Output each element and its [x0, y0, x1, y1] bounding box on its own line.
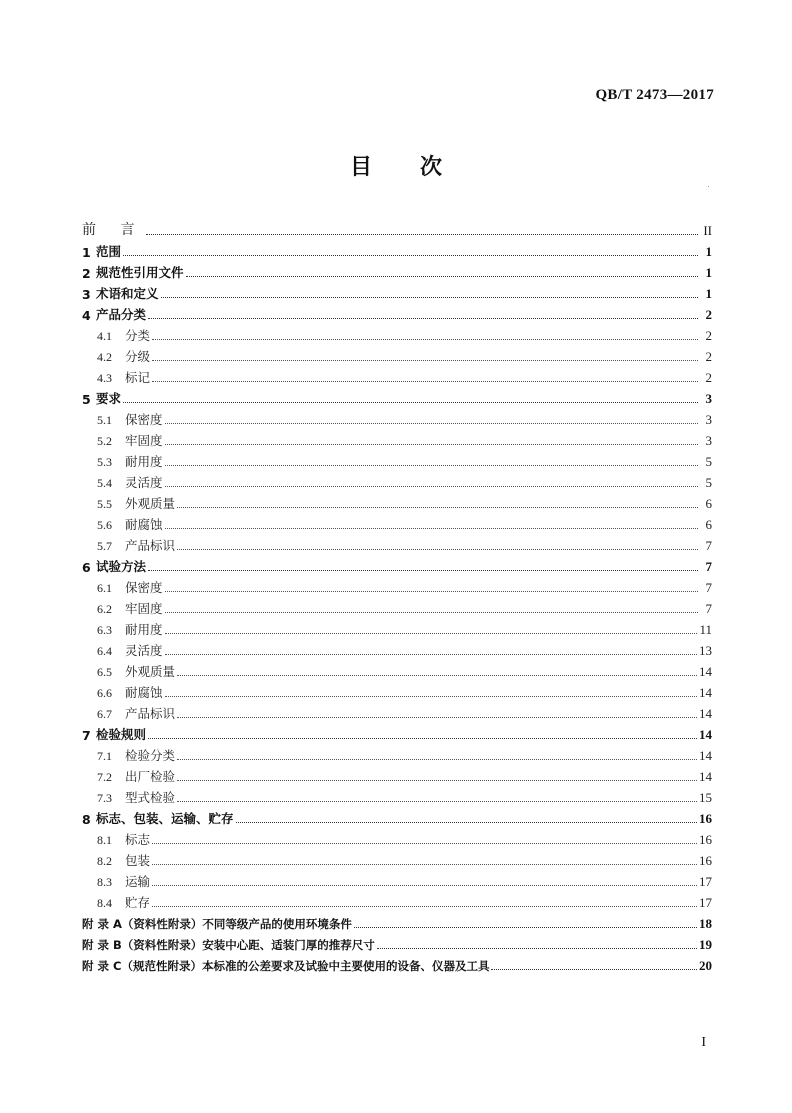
toc-entry-page: 14: [699, 769, 712, 784]
toc-entry[interactable]: [82, 932, 712, 953]
dot-leader: [123, 402, 698, 403]
toc-entry-number: 7: [82, 728, 91, 743]
toc-entry-number: 6.7: [97, 707, 112, 721]
toc-entry[interactable]: [82, 365, 712, 386]
toc-entry-number: 6.2: [97, 602, 112, 616]
toc-entry[interactable]: [82, 323, 712, 344]
toc-entry-label: 灵活度: [125, 643, 163, 658]
toc-entry-label: 标志、包装、运输、贮存: [96, 811, 234, 826]
toc-entry[interactable]: [82, 848, 712, 869]
toc-entry-page: 17: [699, 895, 712, 910]
toc-entry-label: 外观质量: [125, 496, 176, 511]
toc-entry-number: 6.1: [97, 581, 112, 595]
toc-entry-label: 型式检验: [125, 790, 176, 805]
dot-leader: [161, 297, 698, 298]
toc-entry-number: 5.2: [97, 434, 112, 448]
toc-entry[interactable]: [82, 806, 712, 827]
toc-entry-page: 16: [699, 853, 712, 868]
dot-leader: [152, 906, 697, 907]
dot-leader: [152, 360, 698, 361]
toc-entry-label: 产品分类: [96, 307, 147, 322]
toc-entry-label: 包装: [125, 853, 151, 868]
toc-entry-label: 牢固度: [125, 433, 163, 448]
toc-entry[interactable]: [82, 827, 712, 848]
toc-entry-page: 7: [705, 538, 712, 553]
toc-entry[interactable]: [82, 260, 712, 281]
toc-entry[interactable]: [82, 659, 712, 680]
dot-leader: [236, 822, 697, 823]
toc-entry-label: 保密度: [125, 412, 163, 427]
toc-entry-number: 8: [82, 812, 91, 827]
toc-entry[interactable]: [82, 701, 712, 722]
dot-leader: [177, 507, 698, 508]
title-char-1: 目: [349, 155, 372, 180]
toc-entry-label: 耐腐蚀: [125, 517, 163, 532]
page-title: [0, 150, 792, 181]
toc-entry-label: 术语和定义: [96, 286, 159, 301]
dot-leader: [491, 969, 697, 970]
toc-entry-number: 5.6: [97, 518, 112, 532]
toc-entry[interactable]: [82, 764, 712, 785]
dot-leader: [377, 948, 697, 949]
toc-entry[interactable]: [82, 239, 712, 260]
toc-entry-number: 6.3: [97, 623, 112, 637]
toc-entry-page: 14: [699, 664, 712, 679]
toc-entry-label: 分类: [125, 328, 151, 343]
toc-entry-page: 2: [705, 370, 712, 385]
toc-entry-label: 产品标识: [125, 706, 176, 721]
toc-entry-page: 14: [699, 706, 712, 721]
dot-leader: [165, 444, 698, 445]
toc-entry[interactable]: [82, 344, 712, 365]
toc-entry[interactable]: [82, 302, 712, 323]
toc-entry-number: 1: [82, 245, 91, 260]
toc-entry-label: 附 录 A（资料性附录）不同等级产品的使用环境条件: [82, 917, 352, 931]
toc-entry-page: 7: [705, 559, 712, 574]
toc-entry-number: 5.3: [97, 455, 112, 469]
toc-entry-page: 18: [699, 916, 712, 931]
toc-entry-label: 灵活度: [125, 475, 163, 490]
toc-entry-number: 4.3: [97, 371, 112, 385]
dot-leader: [148, 738, 697, 739]
toc-entry-label: 贮存: [125, 895, 151, 910]
toc-entry-label: 牢固度: [125, 601, 163, 616]
toc-entry[interactable]: [82, 449, 712, 470]
toc-entry[interactable]: [82, 428, 712, 449]
dot-leader: [165, 612, 698, 613]
dot-leader: [165, 591, 698, 592]
toc-entry[interactable]: [82, 386, 712, 407]
toc-entry-label: 要求: [96, 391, 122, 406]
dot-leader: [152, 885, 697, 886]
toc-entry-page: 3: [705, 412, 712, 427]
toc-entry-page: 14: [699, 748, 712, 763]
dot-leader: [152, 339, 698, 340]
toc-entry-number: 4: [82, 308, 91, 323]
toc-entry-page: 11: [699, 622, 712, 637]
toc-entry-page: 17: [699, 874, 712, 889]
toc-entry-label: 附 录 B（资料性附录）安装中心距、适装门厚的推荐尺寸: [82, 938, 375, 952]
toc-entry-number: 6.4: [97, 644, 112, 658]
toc-entry-number: 7.1: [97, 749, 112, 763]
dot-leader: [165, 465, 698, 466]
toc-entry[interactable]: [82, 575, 712, 596]
toc-entry-label: 规范性引用文件: [96, 265, 184, 280]
dot-leader: [165, 696, 697, 697]
dot-leader: [165, 633, 698, 634]
toc-entry-page: 20: [699, 958, 712, 973]
dot-leader: [177, 675, 697, 676]
title-char-2: 次: [420, 155, 443, 180]
toc-entry[interactable]: [82, 785, 712, 806]
toc-entry-label: 标志: [125, 832, 151, 847]
toc-entry-page: 15: [699, 790, 712, 805]
toc-entry-label: 附 录 C（规范性附录）本标准的公差要求及试验中主要使用的设备、仪器及工具: [82, 959, 490, 973]
dot-leader: [177, 549, 698, 550]
toc-entry-page: 16: [699, 832, 712, 847]
toc-entry-label: 出厂检验: [125, 769, 176, 784]
toc-entry-page: 1: [705, 244, 712, 259]
dot-leader: [165, 423, 698, 424]
toc-entry[interactable]: [82, 470, 712, 491]
toc-entry-number: 8.1: [97, 833, 112, 847]
toc-entry-page: 1: [705, 265, 712, 280]
toc-entry-label: 产品标识: [125, 538, 176, 553]
toc-entry-label: 耐用度: [125, 454, 163, 469]
toc-entry-number: 5.4: [97, 476, 112, 490]
dot-leader: [146, 234, 698, 235]
toc-entry-label: 检验规则: [96, 727, 147, 742]
toc-entry-label: 耐腐蚀: [125, 685, 163, 700]
toc-entry-page: 6: [705, 496, 712, 511]
toc-entry-page: 7: [705, 580, 712, 595]
toc-entry[interactable]: [82, 407, 712, 428]
toc-entry[interactable]: [82, 617, 712, 638]
table-of-contents: [82, 217, 712, 974]
toc-entry-number: 2: [82, 266, 91, 281]
toc-entry-number: 8.4: [97, 896, 112, 910]
toc-entry-number: 5: [82, 392, 91, 407]
toc-entry-label: 标记: [125, 370, 151, 385]
toc-entry-page: II: [703, 223, 712, 238]
toc-entry-number: 6.5: [97, 665, 112, 679]
toc-entry[interactable]: [82, 890, 712, 911]
toc-entry-label: 范围: [96, 244, 122, 259]
toc-entry-number: 7.2: [97, 770, 112, 784]
toc-entry-number: 6: [82, 560, 91, 575]
dot-leader: [177, 717, 697, 718]
toc-entry[interactable]: [82, 281, 712, 302]
dot-leader: [152, 843, 697, 844]
dot-leader: [177, 801, 697, 802]
toc-entry-number: 7.3: [97, 791, 112, 805]
toc-entry-label: 耐用度: [125, 622, 163, 637]
dot-leader: [165, 654, 697, 655]
toc-entry-number: 5.7: [97, 539, 112, 553]
standard-code: QB/T 2473—2017: [595, 87, 714, 103]
toc-entry-label: 运输: [125, 874, 151, 889]
toc-entry-number: 5.1: [97, 413, 112, 427]
dot-leader: [152, 864, 697, 865]
toc-entry-number: 3: [82, 287, 91, 302]
toc-entry-label: 试验方法: [96, 559, 147, 574]
toc-entry[interactable]: [82, 743, 712, 764]
toc-entry-number: 4.2: [97, 350, 112, 364]
toc-entry[interactable]: [82, 596, 712, 617]
toc-entry[interactable]: [82, 953, 712, 974]
toc-entry[interactable]: [82, 533, 712, 554]
toc-entry-page: 3: [705, 433, 712, 448]
dot-leader: [123, 255, 698, 256]
toc-entry-label: 前 言: [82, 222, 145, 238]
toc-entry-page: 3: [705, 391, 712, 406]
toc-entry-number: 6.6: [97, 686, 112, 700]
toc-entry-number: 4.1: [97, 329, 112, 343]
toc-entry[interactable]: [82, 911, 712, 932]
toc-entry-page: 7: [705, 601, 712, 616]
toc-entry-label: 检验分类: [125, 748, 176, 763]
toc-entry-page: 19: [699, 937, 712, 952]
toc-entry-page: 14: [699, 685, 712, 700]
toc-entry[interactable]: [82, 869, 712, 890]
dot-leader: [148, 570, 698, 571]
toc-entry-page: 6: [705, 517, 712, 532]
toc-entry-page: 5: [705, 454, 712, 469]
dot-leader: [152, 381, 698, 382]
dot-leader: [177, 759, 697, 760]
toc-entry-label: 保密度: [125, 580, 163, 595]
dot-leader: [186, 276, 698, 277]
dot-leader: [354, 927, 697, 928]
dot-leader: [148, 318, 698, 319]
toc-entry[interactable]: [82, 512, 712, 533]
dot-leader: [177, 780, 697, 781]
toc-entry-page: 2: [705, 328, 712, 343]
toc-entry-label: 外观质量: [125, 664, 176, 679]
toc-entry[interactable]: [82, 638, 712, 659]
toc-entry-page: 5: [705, 475, 712, 490]
dot-leader: [165, 528, 698, 529]
toc-entry-page: 2: [705, 349, 712, 364]
toc-entry-number: 8.3: [97, 875, 112, 889]
toc-entry[interactable]: [82, 491, 712, 512]
toc-entry-page: 14: [699, 727, 712, 742]
toc-entry-page: 2: [705, 307, 712, 322]
toc-entry-number: 8.2: [97, 854, 112, 868]
page-number: I: [701, 1035, 706, 1050]
toc-entry[interactable]: [82, 217, 712, 239]
toc-entry-page: 1: [705, 286, 712, 301]
toc-entry[interactable]: [82, 680, 712, 701]
toc-entry[interactable]: [82, 554, 712, 575]
toc-entry[interactable]: [82, 722, 712, 743]
dot-leader: [165, 486, 698, 487]
toc-entry-number: 5.5: [97, 497, 112, 511]
toc-entry-label: 分级: [125, 349, 151, 364]
toc-entry-page: 16: [699, 811, 712, 826]
toc-entry-page: 13: [699, 643, 712, 658]
